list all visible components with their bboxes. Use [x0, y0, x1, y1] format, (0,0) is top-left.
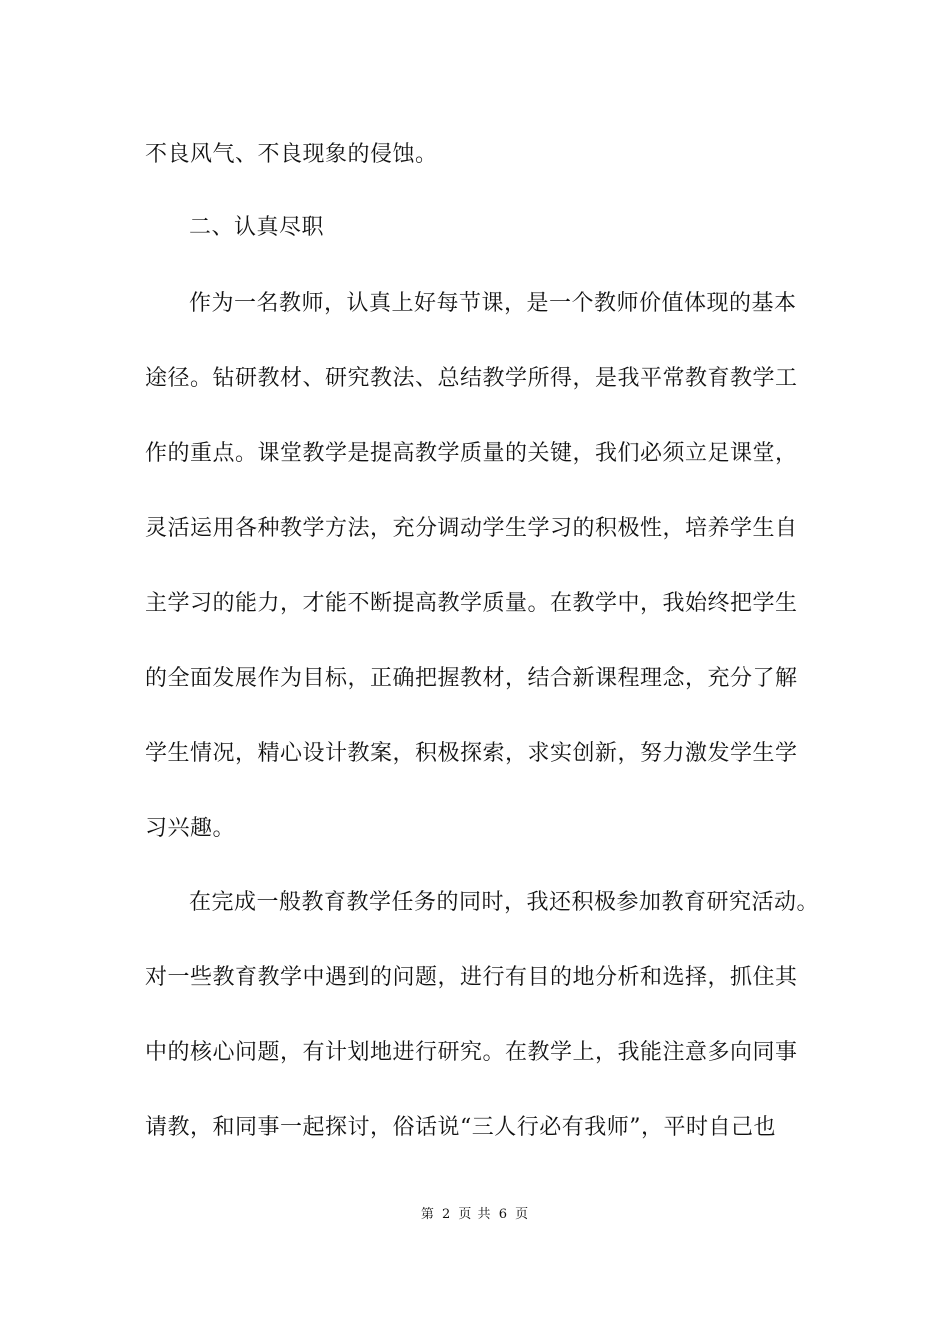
text-line: 习兴趣。 — [145, 816, 236, 841]
text-line: 灵活运用各种教学方法，充分调动学生学习的积极性，培养学生自 — [145, 516, 798, 541]
text-line: 不良风气、不良现象的侵蚀。 — [145, 142, 438, 167]
text-line: 在完成一般教育教学任务的同时，我还积极参加教育研究活动。 — [189, 890, 820, 915]
text-line: 途径。钻研教材、研究教法、总结教学所得，是我平常教育教学工 — [145, 366, 798, 391]
footer-prefix: 第 — [420, 1207, 435, 1222]
text-line: 学生情况，精心设计教案，积极探索，求实创新，努力激发学生学 — [145, 741, 798, 766]
text-line: 作的重点。课堂教学是提高教学质量的关键，我们必须立足课堂， — [145, 441, 798, 466]
text-line: 中的核心问题，有计划地进行研究。在教学上，我能注意多向同事 — [145, 1040, 798, 1065]
total-page-count: 6 — [498, 1207, 508, 1222]
footer-suffix: 页 — [515, 1207, 530, 1222]
text-line: 对一些教育教学中遇到的问题，进行有目的地分析和选择，抓住其 — [145, 965, 798, 990]
text-line: 作为一名教师，认真上好每节课，是一个教师价值体现的基本 — [189, 291, 797, 316]
section-heading: 二、认真尽职 — [189, 215, 325, 240]
page-footer — [0, 1206, 950, 1224]
text-line: 的全面发展作为目标，正确把握教材，结合新课程理念，充分了解 — [145, 666, 798, 691]
current-page-number: 2 — [442, 1207, 452, 1222]
text-line: 请教，和同事一起探讨，俗话说“三人行必有我师”，平时自己也 — [145, 1115, 776, 1140]
footer-middle: 页 共 — [458, 1207, 492, 1222]
text-line: 主学习的能力，才能不断提高教学质量。在教学中，我始终把学生 — [145, 591, 798, 616]
